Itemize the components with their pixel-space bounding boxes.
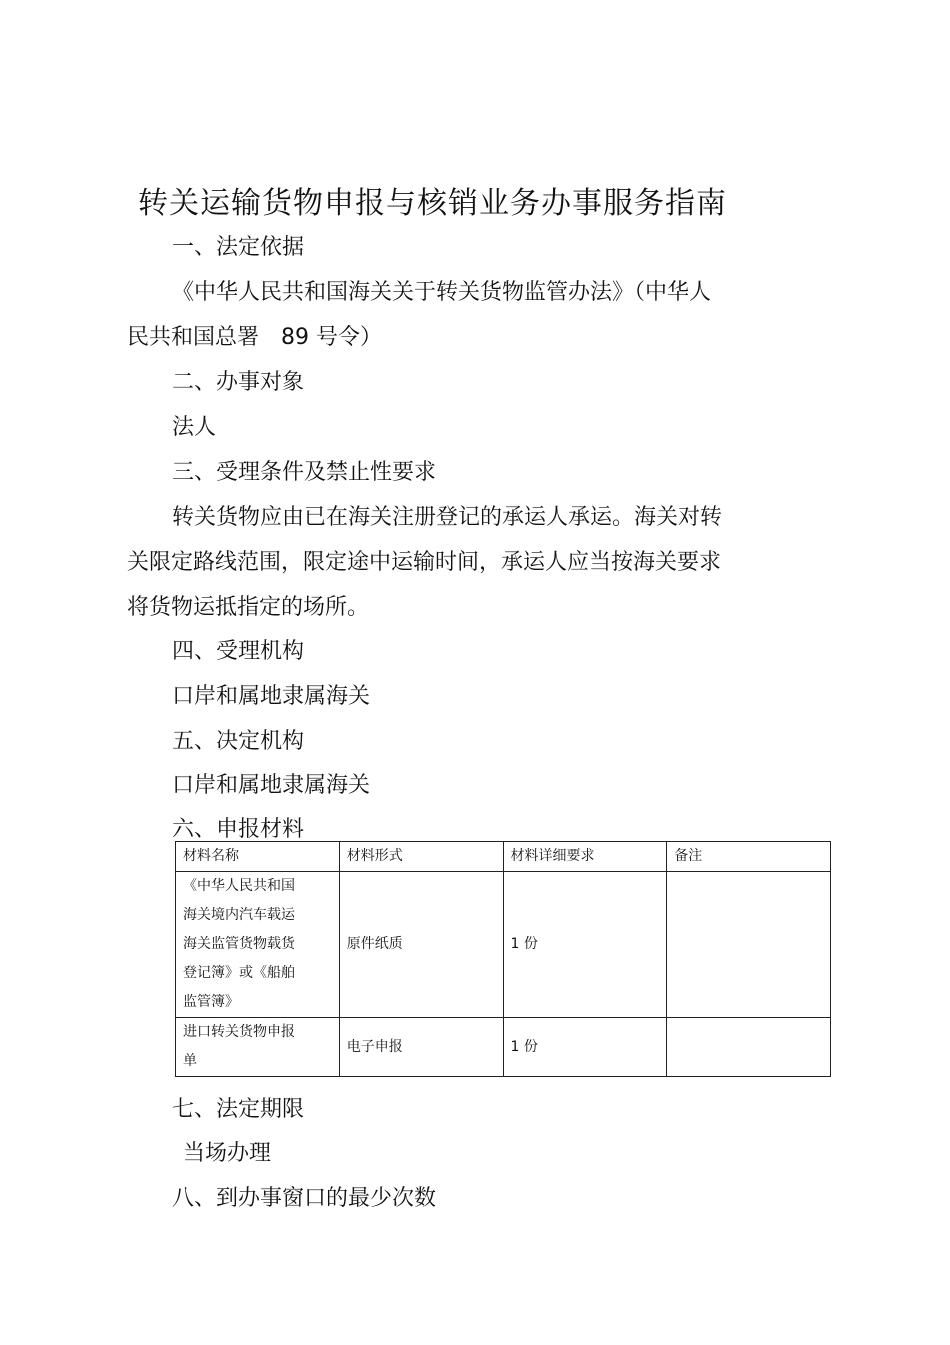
section-7-heading: 七、法定期限 [172, 1097, 305, 1122]
material-name-line: 进口转关货物申报 [183, 1024, 295, 1040]
table-header-row [176, 842, 831, 872]
section-7-body: 当场办理 [183, 1141, 272, 1166]
material-name-line: 海关监管货物载货 [183, 936, 295, 952]
material-name-line: 《中华人民共和国 [183, 878, 295, 894]
table-header-cell: 材料名称 [176, 842, 340, 872]
table-header-cell: 材料形式 [339, 842, 503, 872]
table-cell-material-note [667, 872, 831, 1018]
section-3-heading: 三、受理条件及禁止性要求 [172, 460, 437, 485]
table-cell-material-form: 电子申报 [339, 1018, 503, 1077]
material-name-line: 登记簿》或《船舶 [183, 965, 295, 981]
section-4-heading: 四、受理机构 [172, 639, 305, 664]
table-header-cell: 备注 [667, 842, 831, 872]
section-3-body-line-2: 关限定路线范围，限定途中运输时间，承运人应当按海关要求 [127, 550, 722, 575]
section-5-body: 口岸和属地隶属海关 [172, 773, 371, 798]
table-row [176, 872, 831, 1018]
section-8-heading: 八、到办事窗口的最少次数 [172, 1186, 437, 1211]
material-name-line: 海关境内汽车载运 [183, 907, 295, 923]
section-1-body-line-2: 民共和国总署 89 号令） [127, 325, 382, 350]
table-cell-material-requirement: 1 份 [503, 872, 667, 1018]
table-cell-material-note [667, 1018, 831, 1077]
section-2-body: 法人 [172, 415, 217, 440]
section-2-heading: 二、办事对象 [172, 370, 305, 395]
section-1-body-line-1: 《中华人民共和国海关关于转关货物监管办法》（中华人 [172, 280, 712, 305]
materials-table [175, 841, 831, 1077]
section-3-body-line-3: 将货物运抵指定的场所。 [127, 595, 370, 620]
table-cell-material-requirement: 1 份 [503, 1018, 667, 1077]
section-4-body: 口岸和属地隶属海关 [172, 684, 371, 709]
section-6-heading: 六、申报材料 [172, 817, 305, 842]
table-cell-material-form: 原件纸质 [339, 872, 503, 1018]
section-3-body-line-1: 转关货物应由已在海关注册登记的承运人承运。海关对转 [172, 505, 723, 530]
table-cell-material-name [176, 1018, 340, 1077]
table-cell-material-name [176, 872, 340, 1018]
material-name-line: 监管簿》 [183, 994, 239, 1010]
material-name-line: 单 [183, 1053, 197, 1069]
section-1-heading: 一、法定依据 [172, 235, 305, 260]
document-title: 转关运输货物申报与核销业务办事服务指南 [138, 186, 727, 221]
table-row [176, 1018, 831, 1077]
table-header-cell: 材料详细要求 [503, 842, 667, 872]
section-5-heading: 五、决定机构 [172, 729, 305, 754]
